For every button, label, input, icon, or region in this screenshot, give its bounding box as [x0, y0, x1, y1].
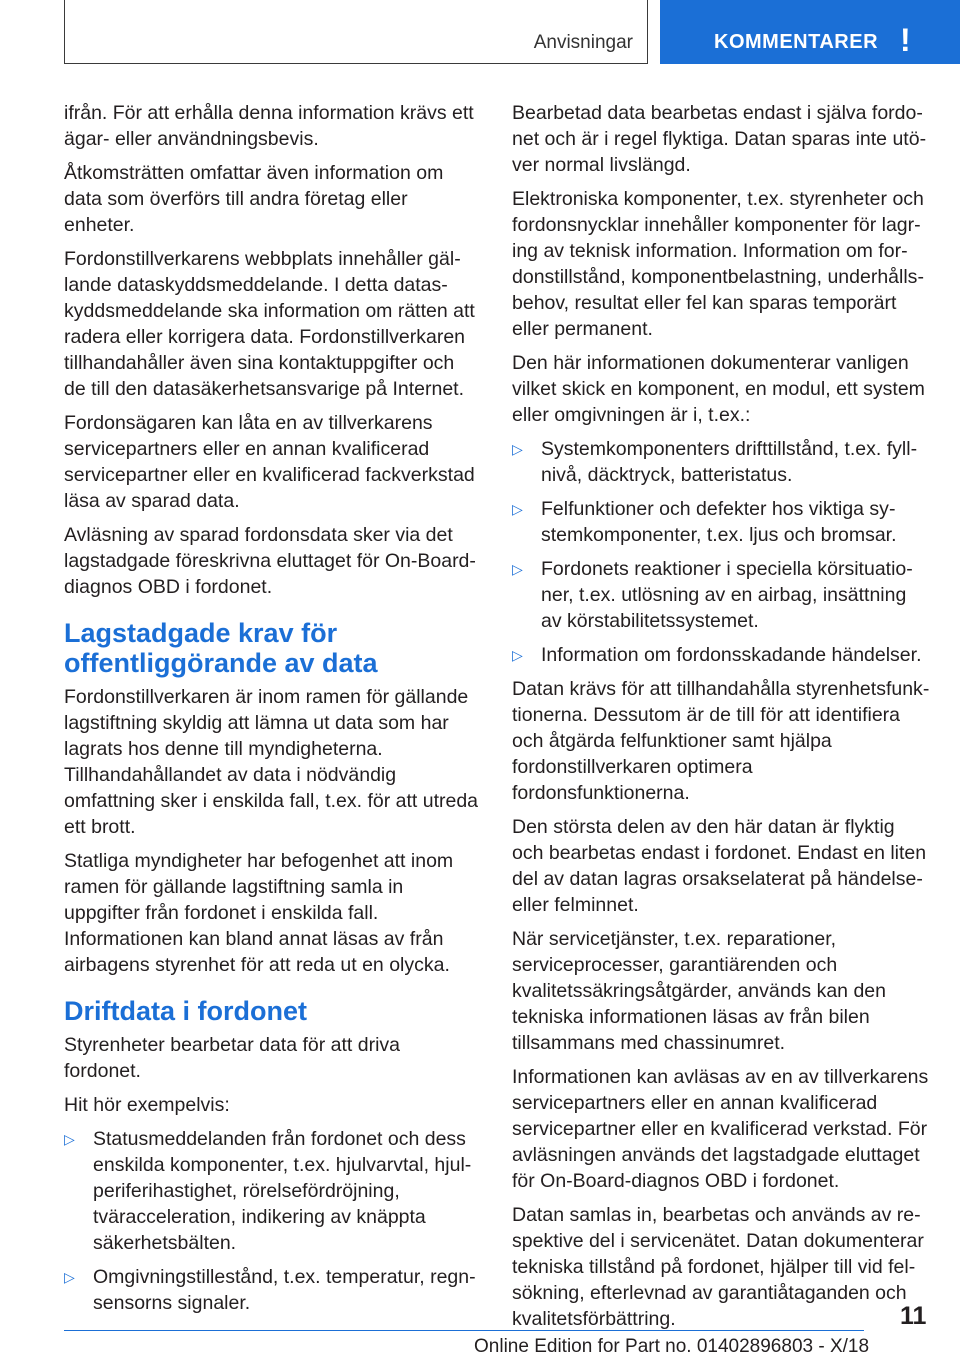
- list-item: [512, 642, 930, 668]
- bullet-list: [512, 436, 930, 668]
- triangle-right-outline-icon: ▷: [64, 1131, 75, 1147]
- footer-edition: Online Edition for Part no. 01402896803 - X/18: [474, 1336, 870, 1357]
- paragraph: När servicetjänster, t.ex. reparationer, serviceprocesser, garantiärenden och kvalitetssäkringsåtgärder, används kan den tekniska informationen läsas av från bilen tillsammans med chassinumret.: [512, 928, 886, 1054]
- header-section-box: [64, 0, 648, 64]
- paragraph: Datan samlas in, bearbetas och används av respektive del i servicenätet. Datan dokumenterar tekniska tillstånd på fordonet, hjälper till vid felsökning, efterlevnad av garantiåtaganden och kvalitetsförbättring.: [512, 1204, 924, 1330]
- comments-tab[interactable]: [660, 0, 960, 64]
- page-number: 11: [900, 1302, 927, 1330]
- triangle-right-outline-icon: ▷: [64, 1269, 75, 1285]
- paragraph: ifrån. För att erhålla denna information krävs ett ägar- eller användningsbevis.: [64, 102, 474, 150]
- paragraph: Fordonstillverkaren är inom ramen för gällande lagstiftning skyldig att lämna ut data som har lagrats hos denne till myndigheterna. Tillhandahållandet av data i nödvändig omfattning sker i enskilda fall, t.ex. för att utreda ett brott.: [64, 686, 479, 838]
- bullet-list: [64, 1126, 480, 1316]
- left-column: [64, 100, 480, 1324]
- list-item: [512, 556, 930, 634]
- triangle-right-outline-icon: ▷: [512, 441, 523, 457]
- paragraph: Bearbetad data bearbetas endast i själva fordonet och är i regel flyktiga. Datan sparas inte utöver normal livslängd.: [512, 102, 927, 176]
- list-item-text: Systemkomponenters drifttillstånd, t.ex. fyllnivå, däcktryck, batteristatus.: [541, 438, 918, 486]
- exclamation-icon: !: [900, 22, 911, 58]
- triangle-right-outline-icon: ▷: [512, 647, 523, 663]
- paragraph: Den största delen av den här datan är flyktig och bearbetas endast i fordonet. Endast en liten del av datan lagras orsakselaterat på händelse- eller felminnet.: [512, 816, 927, 916]
- paragraph: Avläsning av sparad fordonsdata sker via det lagstadgade föreskrivna eluttaget för On-Board-diagnos OBD i fordonet.: [64, 524, 476, 598]
- paragraph: Datan krävs för att tillhandahålla styrenhetsfunktionerna. Dessutom är de till för att identifiera och åtgärda felfunktioner samt hjälpa fordonstillverkaren optimera fordonsfunktionerna.: [512, 678, 930, 804]
- paragraph: Statliga myndigheter har befogenhet att inom ramen för gällande lagstiftning samla in uppgifter från fordonet i enskilda fall. Informationen kan bland annat läsas av från airbagens styrenhet för att reda ut en olycka.: [64, 850, 454, 976]
- list-item: [64, 1126, 480, 1256]
- list-item-text: Omgivningstillestånd, t.ex. temperatur, regnsensorns signaler.: [93, 1266, 476, 1314]
- list-item-text: Felfunktioner och defekter hos viktiga systemkomponenter, t.ex. ljus och bromsar.: [541, 498, 897, 546]
- triangle-right-outline-icon: ▷: [512, 501, 523, 517]
- paragraph: Åtkomsträtten omfattar även information om data som överförs till andra företag eller enheter.: [64, 162, 444, 236]
- list-item: [64, 1264, 480, 1316]
- footer-divider: [64, 1330, 864, 1331]
- list-item-text: Information om fordonsskadande händelser.: [541, 644, 922, 666]
- paragraph: Elektroniska komponenter, t.ex. styrenheter och fordonsnycklar innehåller komponenter för lagring av teknisk information. Information om fordonstillstånd, komponentbelastning, underhållsbehov, resultat eller fel kan sparas temporärt eller permanent.: [512, 188, 924, 340]
- comments-tab-label: KOMMENTARER: [714, 31, 879, 53]
- triangle-right-outline-icon: ▷: [512, 561, 523, 577]
- section-heading: Driftdata i fordonet: [64, 996, 307, 1026]
- right-column: [512, 100, 930, 1340]
- paragraph: Fordonsägaren kan låta en av tillverkarens servicepartners eller en annan kvalificerad servicepartner eller en kvalificerad fackverkstad läsa av sparad data.: [64, 412, 475, 512]
- list-item: [512, 436, 930, 488]
- paragraph: Fordonstillverkarens webbplats innehåller gällande dataskyddsmeddelande. I detta dataskyddsmeddelande ska information om rätten att radera eller korrigera data. Fordonstillverkaren tillhandahåller även sina kontaktuppgifter och de till den datasäkerhetsansvarige på Internet.: [64, 248, 475, 400]
- section-heading: Lagstadgade krav för offentliggörande av data: [64, 618, 378, 678]
- list-item-text: Fordonets reaktioner i speciella körsituationer, t.ex. utlösning av en airbag, insättning av körstabilitetssystemet.: [541, 558, 913, 632]
- list-item-text: Statusmeddelanden från fordonet och dess enskilda komponenter, t.ex. hjulvarvtal, hjulperiferihastighet, rörelsefördröjning, tväracceleration, indikering av knäppta säkerhetsbälten.: [93, 1128, 472, 1254]
- paragraph: Hit hör exempelvis:: [64, 1094, 230, 1116]
- paragraph: Den här informationen dokumenterar vanligen vilket skick en komponent, en modul, ett system eller omgivningen är i, t.ex.:: [512, 352, 925, 426]
- paragraph: Informationen kan avläsas av en av tillverkarens servicepartners eller en annan kvalificerad servicepartner eller en kvalificerad verkstad. För avläsningen används det lagstadgade eluttaget för On-Board-diagnos OBD i fordonet.: [512, 1066, 929, 1192]
- paragraph: Styrenheter bearbetar data för att driva fordonet.: [64, 1034, 401, 1082]
- section-label[interactable]: Anvisningar: [533, 32, 633, 53]
- list-item: [512, 496, 930, 548]
